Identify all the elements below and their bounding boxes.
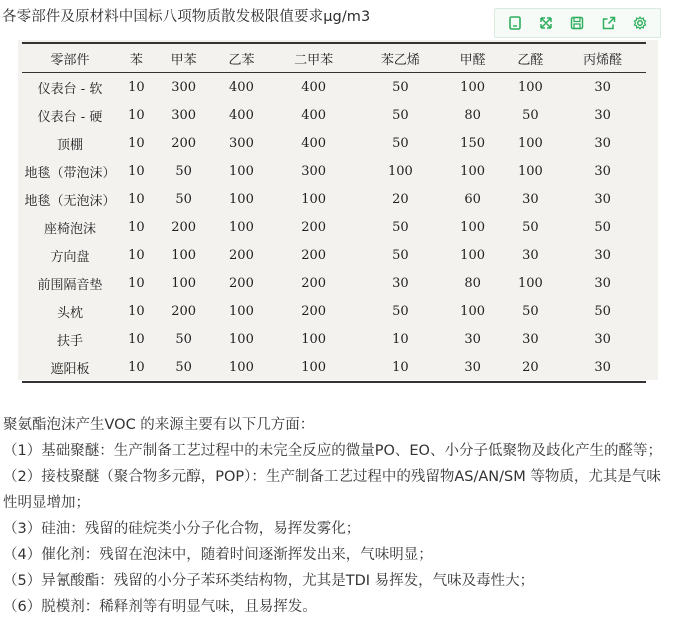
limit-value-cell: 100 xyxy=(460,303,485,319)
intro-paragraph: 聚氨酯泡沫产生VOC 的来源主要有以下几方面： xyxy=(3,417,315,433)
limit-value-cell: 10 xyxy=(128,191,145,207)
limit-value-cell: 400 xyxy=(301,135,327,151)
limit-value-cell: 30 xyxy=(594,331,611,347)
limit-value-cell: 400 xyxy=(229,79,254,95)
header-xylene: 二甲苯 xyxy=(270,43,357,73)
limit-value-cell: 100 xyxy=(171,275,197,291)
table-row xyxy=(22,73,646,102)
limit-value-cell: 100 xyxy=(460,163,485,179)
table-row xyxy=(22,269,646,297)
header-part: 零部件 xyxy=(22,43,118,73)
source-item-4: （4）催化剂：残留在泡沫中，随着时间逐渐挥发出来，气味明显； xyxy=(3,547,433,563)
header-formaldehyde: 甲醛 xyxy=(444,43,502,73)
limit-value-cell: 60 xyxy=(464,191,481,207)
table-row xyxy=(22,157,646,185)
limit-value-cell: 200 xyxy=(171,303,197,319)
limit-value-cell: 200 xyxy=(171,135,197,151)
source-item-6: （6）脱模剂：稀释剂等有明显气味，且易挥发。 xyxy=(3,599,317,615)
limit-value-cell: 100 xyxy=(171,247,197,263)
limit-value-cell: 300 xyxy=(301,163,327,179)
source-item-5: （5）异氰酸酯：残留的小分子苯环类结构物，尤其是TDI 易挥发，气味及毒性大； xyxy=(3,573,535,589)
limit-value-cell: 400 xyxy=(301,79,327,95)
limit-value-cell: 100 xyxy=(229,163,254,179)
limit-value-cell: 30 xyxy=(559,353,646,382)
limit-value-cell: 200 xyxy=(229,247,254,263)
limit-value-cell: 50 xyxy=(522,107,539,123)
table-body xyxy=(22,73,646,383)
limit-value-cell: 10 xyxy=(357,353,444,382)
limit-value-cell: 10 xyxy=(128,331,145,347)
limit-value-cell: 30 xyxy=(522,247,539,263)
limit-value-cell: 100 xyxy=(301,331,327,347)
table-row xyxy=(22,213,646,241)
limit-value-cell: 400 xyxy=(229,107,254,123)
limit-value-cell: 200 xyxy=(301,303,327,319)
limit-value-cell: 200 xyxy=(301,275,327,291)
limit-value-cell: 300 xyxy=(229,135,254,151)
limit-value-cell: 100 xyxy=(517,275,543,291)
save-icon[interactable] xyxy=(568,14,586,32)
limit-value-cell: 100 xyxy=(460,247,485,263)
limit-value-cell: 200 xyxy=(229,275,254,291)
source-item-1: （1）基础聚醚：生产制备工艺过程中的未完全反应的微量PO、EO、小分子低聚物及歧化产生的醛等； xyxy=(3,443,662,459)
copy-icon[interactable] xyxy=(506,14,524,32)
part-name-cell: 顶棚 xyxy=(56,137,83,153)
limit-value-cell: 50 xyxy=(392,303,409,319)
limit-value-cell: 200 xyxy=(301,247,327,263)
part-name-cell: 仪表台 - 硬 xyxy=(37,109,103,125)
limit-value-cell: 50 xyxy=(155,353,213,382)
limit-value-cell: 100 xyxy=(460,219,485,235)
limit-value-cell: 20 xyxy=(392,191,409,207)
limit-value-cell: 100 xyxy=(517,79,543,95)
limit-value-cell: 50 xyxy=(594,219,611,235)
part-name-cell: 方向盘 xyxy=(50,249,90,265)
limit-value-cell: 50 xyxy=(392,79,409,95)
limit-value-cell: 150 xyxy=(460,135,485,151)
limit-value-cell: 200 xyxy=(171,219,197,235)
table-row xyxy=(22,241,646,269)
header-benzene: 苯 xyxy=(118,43,155,73)
limit-value-cell: 80 xyxy=(464,107,481,123)
table-row xyxy=(22,185,646,213)
limit-value-cell: 50 xyxy=(175,331,192,347)
table-row xyxy=(22,325,646,353)
limit-value-cell: 30 xyxy=(594,135,611,151)
table-row xyxy=(22,101,646,129)
limit-value-cell: 30 xyxy=(594,191,611,207)
limit-value-cell: 100 xyxy=(270,353,357,382)
header-acrolein: 丙烯醛 xyxy=(559,43,646,73)
limit-value-cell: 30 xyxy=(522,191,539,207)
limit-value-cell: 10 xyxy=(128,247,145,263)
limit-value-cell: 50 xyxy=(392,107,409,123)
limit-value-cell: 50 xyxy=(594,303,611,319)
limit-value-cell: 80 xyxy=(464,275,481,291)
limit-value-cell: 10 xyxy=(128,303,145,319)
source-item-2: （2）接枝聚醚（聚合物多元醇，POP）：生产制备工艺过程中的残留物AS/AN/SM 等物质，尤其是气味性明显增加； xyxy=(3,469,661,511)
limit-value-cell: 100 xyxy=(301,191,327,207)
limit-value-cell: 30 xyxy=(392,275,409,291)
limit-value-cell: 10 xyxy=(128,275,145,291)
limit-value-cell: 100 xyxy=(229,219,254,235)
limit-value-cell: 10 xyxy=(128,107,145,123)
limit-value-cell: 50 xyxy=(392,135,409,151)
table-row xyxy=(22,129,646,157)
limit-value-cell: 300 xyxy=(171,79,197,95)
voc-limit-table xyxy=(22,42,646,383)
limit-value-cell: 10 xyxy=(128,135,145,151)
limit-value-cell: 10 xyxy=(118,353,155,382)
limit-value-cell: 50 xyxy=(522,303,539,319)
limit-value-cell: 30 xyxy=(594,247,611,263)
expand-icon[interactable] xyxy=(537,14,555,32)
header-toluene: 甲苯 xyxy=(155,43,213,73)
limit-value-cell: 100 xyxy=(213,353,271,382)
limit-value-cell: 100 xyxy=(229,331,254,347)
limit-value-cell: 10 xyxy=(128,79,145,95)
page-heading: 各零部件及原材料中国标八项物质散发极限值要求μg/m3 xyxy=(2,9,371,25)
limit-value-cell: 50 xyxy=(175,191,192,207)
limit-value-cell: 10 xyxy=(392,331,409,347)
limit-value-cell: 100 xyxy=(229,191,254,207)
table-header-row xyxy=(22,43,646,73)
limit-value-cell: 300 xyxy=(171,107,197,123)
limit-value-cell: 100 xyxy=(229,303,254,319)
limit-value-cell: 20 xyxy=(501,353,559,382)
limit-value-cell: 50 xyxy=(392,219,409,235)
limit-value-cell: 400 xyxy=(301,107,327,123)
limit-table-image xyxy=(18,40,658,380)
limit-value-cell: 100 xyxy=(517,135,543,151)
limit-value-cell: 30 xyxy=(444,353,502,382)
part-name-cell: 仪表台 - 软 xyxy=(37,81,103,97)
limit-value-cell: 50 xyxy=(522,219,539,235)
table-row xyxy=(22,297,646,325)
limit-value-cell: 30 xyxy=(464,331,481,347)
table-row xyxy=(22,353,646,382)
header-ethylbenzene: 乙苯 xyxy=(213,43,271,73)
header-acetaldehyde: 乙醛 xyxy=(501,43,559,73)
limit-value-cell: 50 xyxy=(175,163,192,179)
limit-value-cell: 50 xyxy=(392,247,409,263)
limit-value-cell: 30 xyxy=(522,331,539,347)
article-body xyxy=(3,412,671,620)
part-name-cell: 头枕 xyxy=(56,305,83,321)
source-item-3: （3）硅油：残留的硅烷类小分子化合物，易挥发雾化； xyxy=(3,521,361,537)
limit-value-cell: 10 xyxy=(128,219,145,235)
part-name-cell: 地毯（带泡沫） xyxy=(24,165,116,181)
part-name-cell: 扶手 xyxy=(56,333,83,349)
part-name-cell: 座椅泡沫 xyxy=(43,221,96,237)
header-styrene: 苯乙烯 xyxy=(357,43,444,73)
limit-value-cell: 30 xyxy=(594,275,611,291)
part-name-cell: 前围隔音垫 xyxy=(37,277,103,293)
image-toolbar xyxy=(494,8,661,38)
limit-value-cell: 100 xyxy=(517,163,543,179)
part-name-cell: 地毯（无泡沫） xyxy=(24,193,116,209)
share-icon[interactable] xyxy=(600,14,618,32)
limit-value-cell: 100 xyxy=(460,79,485,95)
limit-value-cell: 30 xyxy=(594,163,611,179)
limit-value-cell: 10 xyxy=(128,163,145,179)
settings-icon[interactable] xyxy=(631,14,649,32)
part-name-cell: 遮阳板 xyxy=(22,353,118,382)
limit-value-cell: 200 xyxy=(301,219,327,235)
limit-value-cell: 30 xyxy=(594,107,611,123)
limit-value-cell: 100 xyxy=(387,163,413,179)
limit-value-cell: 30 xyxy=(594,79,611,95)
